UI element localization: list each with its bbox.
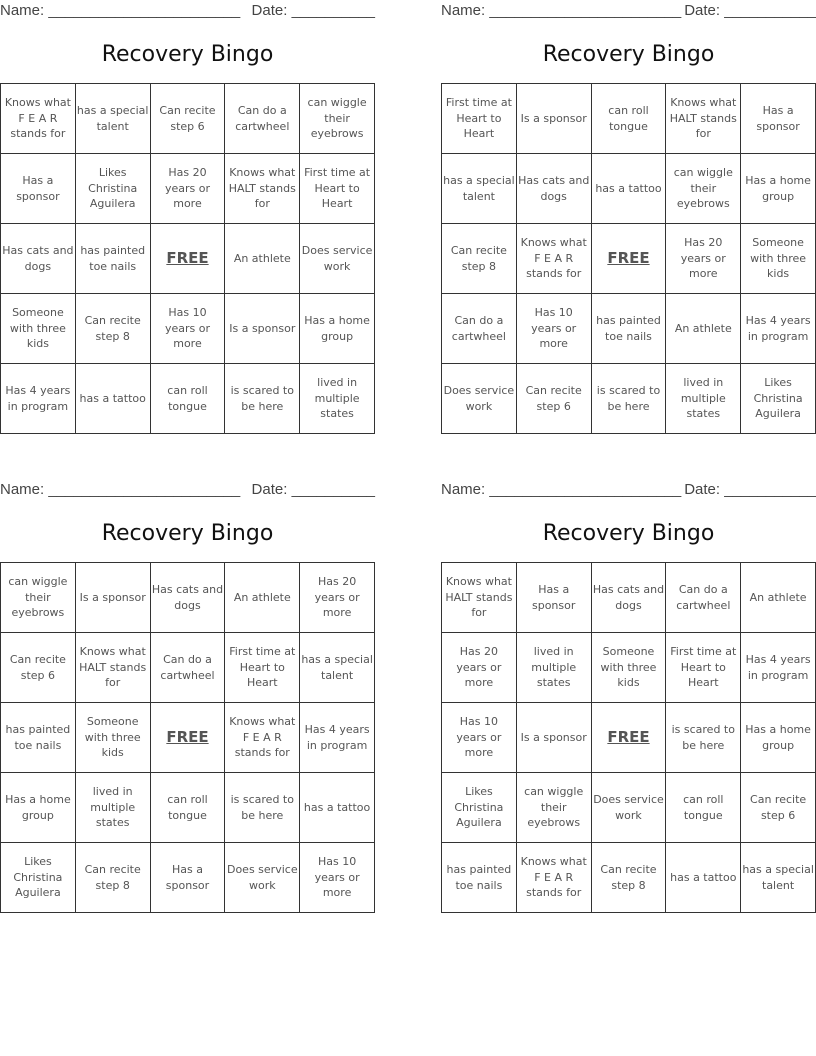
bingo-cell: Is a sponsor bbox=[517, 703, 592, 773]
bingo-cell: has a tattoo bbox=[300, 773, 375, 843]
bingo-cell: An athlete bbox=[225, 224, 300, 294]
bingo-cell: is scared to be here bbox=[225, 364, 300, 434]
bingo-cell: is scared to be here bbox=[225, 773, 300, 843]
bingo-free-space: FREE bbox=[592, 224, 667, 294]
bingo-free-space: FREE bbox=[151, 703, 226, 773]
bingo-cell: Has a sponsor bbox=[741, 84, 816, 154]
bingo-cell: Knows what F E A R stands for bbox=[1, 84, 76, 154]
bingo-cell: Can do a cartwheel bbox=[225, 84, 300, 154]
bingo-grid bbox=[441, 83, 816, 434]
bingo-cell: Has a home group bbox=[1, 773, 76, 843]
bingo-cell: Has a sponsor bbox=[1, 154, 76, 224]
card-title: Recovery Bingo bbox=[101, 42, 274, 67]
bingo-cell: Can do a cartwheel bbox=[442, 294, 517, 364]
bingo-cell: Has cats and dogs bbox=[1, 224, 76, 294]
bingo-cell: Can recite step 8 bbox=[442, 224, 517, 294]
bingo-cell: Can recite step 6 bbox=[741, 773, 816, 843]
bingo-cell: Has a sponsor bbox=[517, 563, 592, 633]
bingo-cell: Has 4 years in program bbox=[741, 633, 816, 703]
bingo-cell: has painted toe nails bbox=[1, 703, 76, 773]
name-field-label: Name: _______________________ bbox=[441, 2, 682, 19]
bingo-cell: First time at Heart to Heart bbox=[300, 154, 375, 224]
bingo-cell: Has 20 years or more bbox=[666, 224, 741, 294]
bingo-cell: Has a home group bbox=[300, 294, 375, 364]
bingo-cell: Someone with three kids bbox=[76, 703, 151, 773]
bingo-cell: Is a sponsor bbox=[225, 294, 300, 364]
bingo-cell: First time at Heart to Heart bbox=[225, 633, 300, 703]
bingo-cell: Knows what F E A R stands for bbox=[225, 703, 300, 773]
bingo-cell: has painted toe nails bbox=[592, 294, 667, 364]
bingo-cell: has a tattoo bbox=[666, 843, 741, 913]
bingo-cell: Can do a cartwheel bbox=[151, 633, 226, 703]
bingo-free-space: FREE bbox=[151, 224, 226, 294]
bingo-grid bbox=[0, 83, 375, 434]
bingo-cell: Can recite step 6 bbox=[1, 633, 76, 703]
card-title: Recovery Bingo bbox=[101, 521, 274, 546]
bingo-cell: has a special talent bbox=[300, 633, 375, 703]
bingo-cell: lived in multiple states bbox=[517, 633, 592, 703]
bingo-cell: Has 10 years or more bbox=[151, 294, 226, 364]
bingo-cell: lived in multiple states bbox=[76, 773, 151, 843]
bingo-cell: An athlete bbox=[225, 563, 300, 633]
bingo-cell: Has a home group bbox=[741, 703, 816, 773]
bingo-cell: Likes Christina Aguilera bbox=[1, 843, 76, 913]
bingo-cell: Knows what HALT stands for bbox=[442, 563, 517, 633]
bingo-cell: Someone with three kids bbox=[741, 224, 816, 294]
bingo-cell: Has 4 years in program bbox=[300, 703, 375, 773]
bingo-cell: has a tattoo bbox=[592, 154, 667, 224]
card-title: Recovery Bingo bbox=[542, 42, 715, 67]
bingo-cell: An athlete bbox=[741, 563, 816, 633]
bingo-cell: has painted toe nails bbox=[442, 843, 517, 913]
bingo-cell: lived in multiple states bbox=[666, 364, 741, 434]
name-field-label: Name: _______________________ bbox=[0, 481, 241, 498]
bingo-cell: Can recite step 8 bbox=[76, 843, 151, 913]
bingo-cell: Has cats and dogs bbox=[151, 563, 226, 633]
bingo-cell: can roll tongue bbox=[151, 364, 226, 434]
bingo-cell: Has 4 years in program bbox=[741, 294, 816, 364]
bingo-cell: Does service work bbox=[442, 364, 517, 434]
bingo-cell: Likes Christina Aguilera bbox=[442, 773, 517, 843]
bingo-cell: Has 4 years in program bbox=[1, 364, 76, 434]
bingo-cell: Can recite step 6 bbox=[517, 364, 592, 434]
bingo-cell: Can recite step 8 bbox=[76, 294, 151, 364]
bingo-cell: has painted toe nails bbox=[76, 224, 151, 294]
bingo-cell: First time at Heart to Heart bbox=[666, 633, 741, 703]
bingo-cell: Someone with three kids bbox=[592, 633, 667, 703]
bingo-cell: Has 20 years or more bbox=[151, 154, 226, 224]
bingo-cell: Has 20 years or more bbox=[442, 633, 517, 703]
bingo-cell: Can recite step 6 bbox=[151, 84, 226, 154]
bingo-cell: Does service work bbox=[225, 843, 300, 913]
bingo-grid bbox=[0, 562, 375, 913]
bingo-cell: Does service work bbox=[592, 773, 667, 843]
bingo-cell: Likes Christina Aguilera bbox=[741, 364, 816, 434]
bingo-cell: Knows what HALT stands for bbox=[76, 633, 151, 703]
bingo-cell: Has a home group bbox=[741, 154, 816, 224]
bingo-cell: has a tattoo bbox=[76, 364, 151, 434]
card-title: Recovery Bingo bbox=[542, 521, 715, 546]
bingo-cell: has a special talent bbox=[442, 154, 517, 224]
bingo-free-space: FREE bbox=[592, 703, 667, 773]
bingo-cell: has a special talent bbox=[76, 84, 151, 154]
date-field-label: Date: ___________ bbox=[684, 2, 816, 19]
bingo-cell: Has a sponsor bbox=[151, 843, 226, 913]
bingo-cell: Has 10 years or more bbox=[517, 294, 592, 364]
bingo-cell: can roll tongue bbox=[666, 773, 741, 843]
bingo-cell: has a special talent bbox=[741, 843, 816, 913]
bingo-cell: can roll tongue bbox=[592, 84, 667, 154]
bingo-cell: Can recite step 8 bbox=[592, 843, 667, 913]
bingo-cell: Has cats and dogs bbox=[592, 563, 667, 633]
bingo-cell: Does service work bbox=[300, 224, 375, 294]
bingo-cell: Has 10 years or more bbox=[442, 703, 517, 773]
bingo-cell: Can do a cartwheel bbox=[666, 563, 741, 633]
bingo-cell: Has 20 years or more bbox=[300, 563, 375, 633]
name-field-label: Name: _______________________ bbox=[0, 2, 241, 19]
bingo-cell: is scared to be here bbox=[592, 364, 667, 434]
bingo-cell: Is a sponsor bbox=[517, 84, 592, 154]
bingo-cell: lived in multiple states bbox=[300, 364, 375, 434]
bingo-cell: Likes Christina Aguilera bbox=[76, 154, 151, 224]
bingo-cell: Knows what HALT stands for bbox=[225, 154, 300, 224]
name-field-label: Name: _______________________ bbox=[441, 481, 682, 498]
bingo-cell: Knows what HALT stands for bbox=[666, 84, 741, 154]
date-field-label: Date: __________ bbox=[251, 2, 375, 19]
bingo-cell: can wiggle their eyebrows bbox=[300, 84, 375, 154]
bingo-cell: Has 10 years or more bbox=[300, 843, 375, 913]
bingo-cell: is scared to be here bbox=[666, 703, 741, 773]
bingo-cell: Knows what F E A R stands for bbox=[517, 843, 592, 913]
bingo-grid bbox=[441, 562, 816, 913]
bingo-cell: can wiggle their eyebrows bbox=[1, 563, 76, 633]
bingo-cell: can roll tongue bbox=[151, 773, 226, 843]
date-field-label: Date: ___________ bbox=[684, 481, 816, 498]
bingo-cell: can wiggle their eyebrows bbox=[666, 154, 741, 224]
bingo-cell: Is a sponsor bbox=[76, 563, 151, 633]
bingo-cell: First time at Heart to Heart bbox=[442, 84, 517, 154]
bingo-cell: Has cats and dogs bbox=[517, 154, 592, 224]
bingo-cell: can wiggle their eyebrows bbox=[517, 773, 592, 843]
bingo-cell: An athlete bbox=[666, 294, 741, 364]
bingo-cell: Someone with three kids bbox=[1, 294, 76, 364]
bingo-cell: Knows what F E A R stands for bbox=[517, 224, 592, 294]
date-field-label: Date: __________ bbox=[251, 481, 375, 498]
